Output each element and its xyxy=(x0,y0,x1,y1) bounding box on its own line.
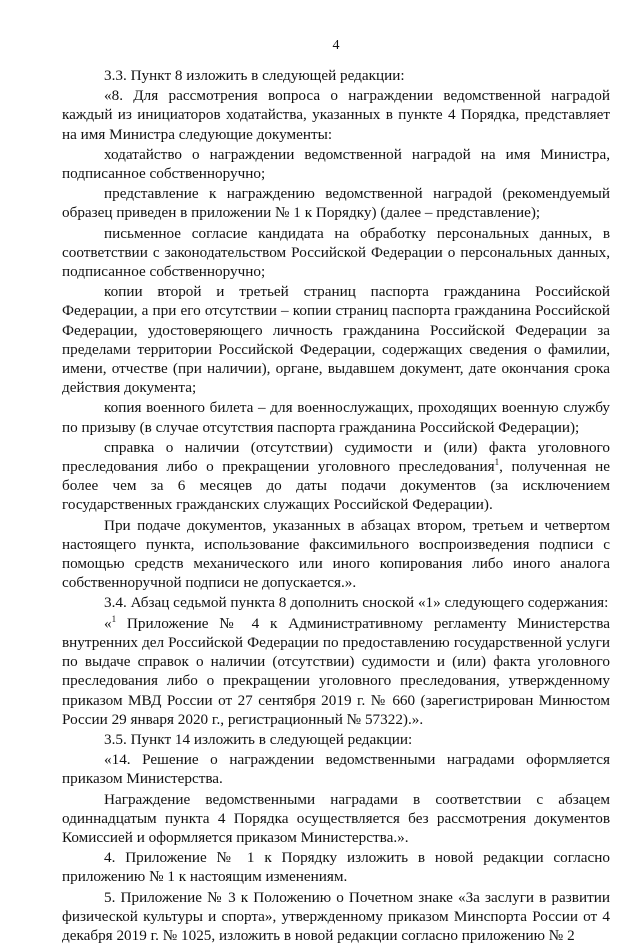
footnote-marker: 1 xyxy=(111,613,117,624)
paragraph-text: 3.5. Пункт 14 изложить в следующей редакции: xyxy=(104,730,413,748)
page-number: 4 xyxy=(332,38,340,53)
paragraph-text: 5. Приложение № 3 к Положению о Почетном знаке «За заслуги в развитии физической культуры и спорта», утвержденному приказом Минспорта России от 4 декабря 2019 г. № 1025, изложить в новой редакции согласно приложению № 2 xyxy=(62,888,610,944)
paragraph-text: 3.4. Абзац седьмой пункта 8 дополнить сноской «1» следующего содержания: xyxy=(104,594,609,612)
paragraph-text: письменное согласие кандидата на обработку персональных данных, в соответствии с законодательством Российской Федерации о персональных данных, подписанное собственноручно; xyxy=(62,224,610,281)
paragraph xyxy=(62,516,610,593)
paragraph-text: справка о наличии (отсутствии) судимости и (или) факта уголовного преследования либо о прекращении уголовного преследования xyxy=(62,438,610,476)
paragraph-text: При подаче документов, указанных в абзацах втором, третьем и четвертом настоящего пункта, использование факсимильного воспроизведения подписи с помощью средств механического или иного копирования либо иного аналога собственноручной подписи не допускается.». xyxy=(62,516,610,592)
paragraph xyxy=(62,593,610,612)
paragraph-text: «8. Для рассмотрения вопроса о награждении ведомственной наградой каждый из инициаторов ходатайства, указанных в пункте 4 Порядка, представляет на имя Министра следующие документы: xyxy=(62,87,610,143)
paragraph xyxy=(62,224,610,282)
paragraph-prefix: « xyxy=(104,614,112,632)
paragraph xyxy=(62,398,610,436)
paragraph-text: копия военного билета – для военнослужащих, проходящих военную службу по призыву (в случае отсутствия паспорта гражданина Российской Федерации); xyxy=(62,399,610,436)
paragraph-text: копии второй и третьей страниц паспорта гражданина Российской Федерации, а при его отсутствии – копии страниц паспорта гражданина Российской Федерации, удостоверяющего личность гражданина Российской Федерации за пределами территории Российской Федерации, содержащих сведения о фамилии, имени, отчестве (при наличии), органе, выдавшем документ, дате окончания срока действия документа; xyxy=(62,283,610,397)
paragraph-text-continued: , полученная не более чем за 6 месяцев до даты подачи документов (за исключением государственных гражданских служащих Российской Федерации). xyxy=(62,458,610,514)
paragraph xyxy=(62,730,610,749)
paragraph-text: ходатайство о награждении ведомственной наградой на имя Министра, подписанное собственноручно; xyxy=(62,145,610,183)
paragraph xyxy=(62,888,610,946)
paragraph xyxy=(62,614,610,729)
paragraph-text: Награждение ведомственными наградами в соответствии с абзацем одиннадцатым пункта 4 Порядка осуществляется без рассмотрения документов Комиссией и оформляется приказом Министерства.». xyxy=(62,790,610,846)
paragraph xyxy=(62,86,610,144)
paragraph-text: 3.3. Пункт 8 изложить в следующей редакции: xyxy=(104,67,405,84)
paragraph xyxy=(62,438,610,515)
paragraph-text: Приложение № 4 к Административному регламенту Министерства внутренних дел Российской Федерации по предоставлению государственной услуги по выдаче справок о наличии (отсутствии) судимости и (или) факта уголовного преследования либо о прекращении уголовного преследования, утвержденному приказом МВД России от 27 сентября 2019 г. № 660 (зарегистрирован Минюстом России 29 января 2020 г., регистрационный № 57322).». xyxy=(62,614,610,728)
paragraph xyxy=(62,750,610,788)
paragraph xyxy=(62,145,610,183)
paragraph-text: «14. Решение о награждении ведомственными наградами оформляется приказом Министерства. xyxy=(62,751,610,788)
paragraph-text: 4. Приложение № 1 к Порядку изложить в новой редакции согласно приложению № 1 к настоящим изменениям. xyxy=(62,849,610,886)
paragraph xyxy=(62,66,610,85)
paragraph-text: представление к награждению ведомственной наградой (рекомендуемый образец приведен в приложении № 1 к Порядку) (далее – представление); xyxy=(62,185,610,222)
document-body xyxy=(62,66,610,945)
document-page xyxy=(62,38,610,946)
paragraph xyxy=(62,184,610,222)
footnote-marker: 1 xyxy=(494,457,500,467)
paragraph xyxy=(62,282,610,397)
paragraph xyxy=(62,848,610,886)
paragraph xyxy=(62,790,610,848)
